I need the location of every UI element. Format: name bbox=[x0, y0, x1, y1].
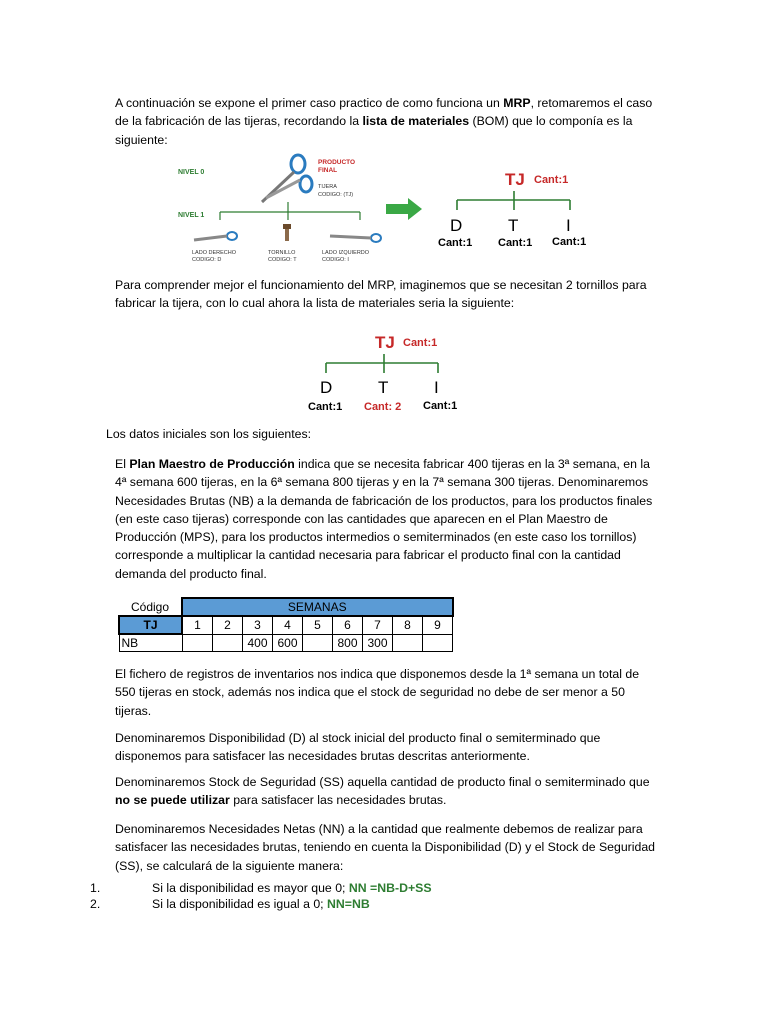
week-cell: 1 bbox=[182, 616, 213, 634]
bom-tree-2 bbox=[305, 326, 475, 418]
necesidades-netas-paragraph: Denominaremos Necesidades Netas (NN) a la cantidad que realmente debemos de realizar para satisfacer las necesidades brutas, teniendo en cuenta la Disponibilidad (D) y el Stock de Seguridad (SS), se calculará de la siguiente manera: bbox=[115, 822, 656, 873]
producto-label-2: FINAL bbox=[318, 167, 338, 174]
codigo-header: Código bbox=[130, 599, 170, 614]
bom2-child-t-cant: Cant: 2 bbox=[364, 401, 402, 413]
semanas-header: SEMANAS bbox=[182, 598, 453, 616]
bom2-root-cant: Cant:1 bbox=[403, 337, 438, 349]
nb-cell bbox=[303, 634, 333, 652]
tornillo-label-1: TORNILLO bbox=[268, 250, 296, 256]
tj-cell: TJ bbox=[119, 616, 182, 634]
tornillo-label-2: CODIGO: T bbox=[268, 257, 297, 262]
intro-text-1: A continuación se expone el primer caso practico de como funciona un bbox=[115, 96, 504, 110]
table-weeks-row bbox=[119, 616, 453, 634]
ss-text-2: para satisfacer las necesidades brutas. bbox=[229, 793, 447, 808]
ss-text-1: Denominaremos Stock de Seguridad (SS) aquella cantidad de producto final o semiterminado que bbox=[115, 775, 650, 789]
bom1-child-i-cant: Cant:1 bbox=[552, 236, 587, 248]
bom2-paragraph: Para comprender mejor el funcionamiento del MRP, imaginemos que se necesitan 2 tornillos para fabricar la tijera, con lo cual ahora la lista de materiales seria la siguiente: bbox=[115, 278, 647, 311]
week-cell: 5 bbox=[303, 616, 333, 634]
bom1-child-d: D bbox=[450, 216, 463, 235]
nb-cell: 400 bbox=[243, 634, 273, 652]
bom2-root: TJ bbox=[375, 333, 395, 352]
bom2-child-d-cant: Cant:1 bbox=[308, 401, 343, 413]
week-cell: 6 bbox=[333, 616, 363, 634]
blade-left-icon bbox=[330, 234, 381, 242]
nivel1-label: NIVEL 1 bbox=[178, 212, 205, 219]
nb-label-cell: NB bbox=[119, 634, 182, 652]
list-text-body: Si la disponibilidad es igual a 0; bbox=[152, 897, 328, 911]
intro-bold-mrp: MRP bbox=[503, 96, 531, 110]
nb-cell: 600 bbox=[273, 634, 303, 652]
bom1-child-i: I bbox=[566, 216, 571, 235]
intro-text-3: (BOM) que lo componía es la siguiente: bbox=[115, 114, 633, 147]
intro-text-2: , retomaremos el caso de la fabricación de las tijeras, recordando la bbox=[115, 96, 653, 129]
tijera-label-2: CODIGO: (TJ) bbox=[318, 192, 354, 198]
stock-seguridad-paragraph bbox=[115, 773, 660, 810]
semanas-table bbox=[118, 597, 454, 652]
bom2-child-i-cant: Cant:1 bbox=[423, 400, 458, 412]
nivel0-label: NIVEL 0 bbox=[178, 169, 205, 176]
week-cell: 9 bbox=[423, 616, 453, 634]
arrow-right-icon bbox=[386, 198, 424, 220]
bom1-child-t-cant: Cant:1 bbox=[498, 237, 533, 249]
week-cell: 8 bbox=[393, 616, 423, 634]
nb-cell bbox=[213, 634, 243, 652]
lado-der-label-1: LADO DERECHO bbox=[192, 250, 237, 256]
mps-text-1: El bbox=[115, 457, 130, 471]
bom1-child-d-cant: Cant:1 bbox=[438, 237, 473, 249]
bom-scissors-illustration bbox=[170, 150, 410, 262]
lado-izq-label-2: CODIGO: I bbox=[322, 257, 349, 262]
bom1-child-t: T bbox=[508, 216, 519, 235]
week-cell: 4 bbox=[273, 616, 303, 634]
disponibilidad-paragraph: Denominaremos Disponibilidad (D) al stock inicial del producto final o semiterminado que disponemos para satisfacer las necesidades brutas descritas anteriormente. bbox=[115, 731, 601, 764]
intro-paragraph bbox=[115, 94, 660, 149]
nb-cell bbox=[393, 634, 423, 652]
mps-text-2: indica que se necesita fabricar 400 tijeras en la 3ª semana, en la 4ª semana 600 tijeras, en la 6ª semana 800 tijeras y en la 7ª semana 300 tijeras. Denominaremos Necesidades Brutas (NB) a la demanda de fabricación de los productos, para los productos finales (en este caso tijeras) corresponde con las cantidades que aparecen en el Plan Maestro de Producción (MPS), para los productos intermedios o semiterminados (en este caso los tornillos) corresponde a multiplicar la cantidad necesaria para fabricar el producto final con la cantidad demanda del producto final. bbox=[115, 457, 653, 581]
formula: NN=NB bbox=[327, 897, 370, 911]
formula: NN =NB-D+SS bbox=[348, 881, 432, 895]
week-cell: 3 bbox=[243, 616, 273, 634]
list-number: 2. bbox=[90, 897, 101, 911]
datos-iniciales-heading: Los datos iniciales son los siguientes: bbox=[106, 427, 312, 441]
nb-cell bbox=[423, 634, 453, 652]
list-text bbox=[152, 880, 432, 897]
scissors-main-icon bbox=[262, 155, 312, 202]
stock-paragraph: El fichero de registros de inventarios nos indica que disponemos desde la 1ª semana un total de 550 tijeras en stock, además nos indica que el stock de seguridad no debe de ser menor a 50 tijeras. bbox=[115, 667, 640, 718]
producto-label-1: PRODUCTO bbox=[318, 159, 356, 166]
lado-der-label-2: CODIGO: D bbox=[192, 257, 222, 262]
list-text-body: Si la disponibilidad es mayor que 0; bbox=[152, 881, 349, 895]
mps-paragraph bbox=[115, 455, 660, 583]
nb-cell: 800 bbox=[333, 634, 363, 652]
week-cell: 2 bbox=[213, 616, 243, 634]
bom2-child-i: I bbox=[434, 378, 439, 397]
blade-right-icon bbox=[194, 232, 237, 240]
table-header-row bbox=[119, 598, 453, 616]
mps-bold: Plan Maestro de Producción bbox=[129, 457, 295, 471]
lado-izq-label-1: LADO IZQUIERDO bbox=[322, 250, 370, 256]
list-number: 1. bbox=[90, 881, 101, 895]
screw-icon bbox=[283, 224, 291, 241]
table-nb-row bbox=[119, 634, 453, 652]
nb-cell: 300 bbox=[363, 634, 393, 652]
tijera-label-1: TIJERA bbox=[318, 184, 337, 190]
intro-bold-lista: lista de materiales bbox=[362, 114, 470, 129]
list-text bbox=[152, 896, 370, 913]
week-cell: 7 bbox=[363, 616, 393, 634]
bom1-root-cant: Cant:1 bbox=[534, 174, 569, 186]
ss-bold: no se puede utilizar bbox=[115, 793, 230, 808]
nb-cell bbox=[182, 634, 213, 652]
bom-tree-1 bbox=[430, 162, 605, 257]
bom2-child-d: D bbox=[320, 378, 333, 397]
bom2-child-t: T bbox=[378, 378, 389, 397]
bom1-root: TJ bbox=[505, 170, 525, 189]
